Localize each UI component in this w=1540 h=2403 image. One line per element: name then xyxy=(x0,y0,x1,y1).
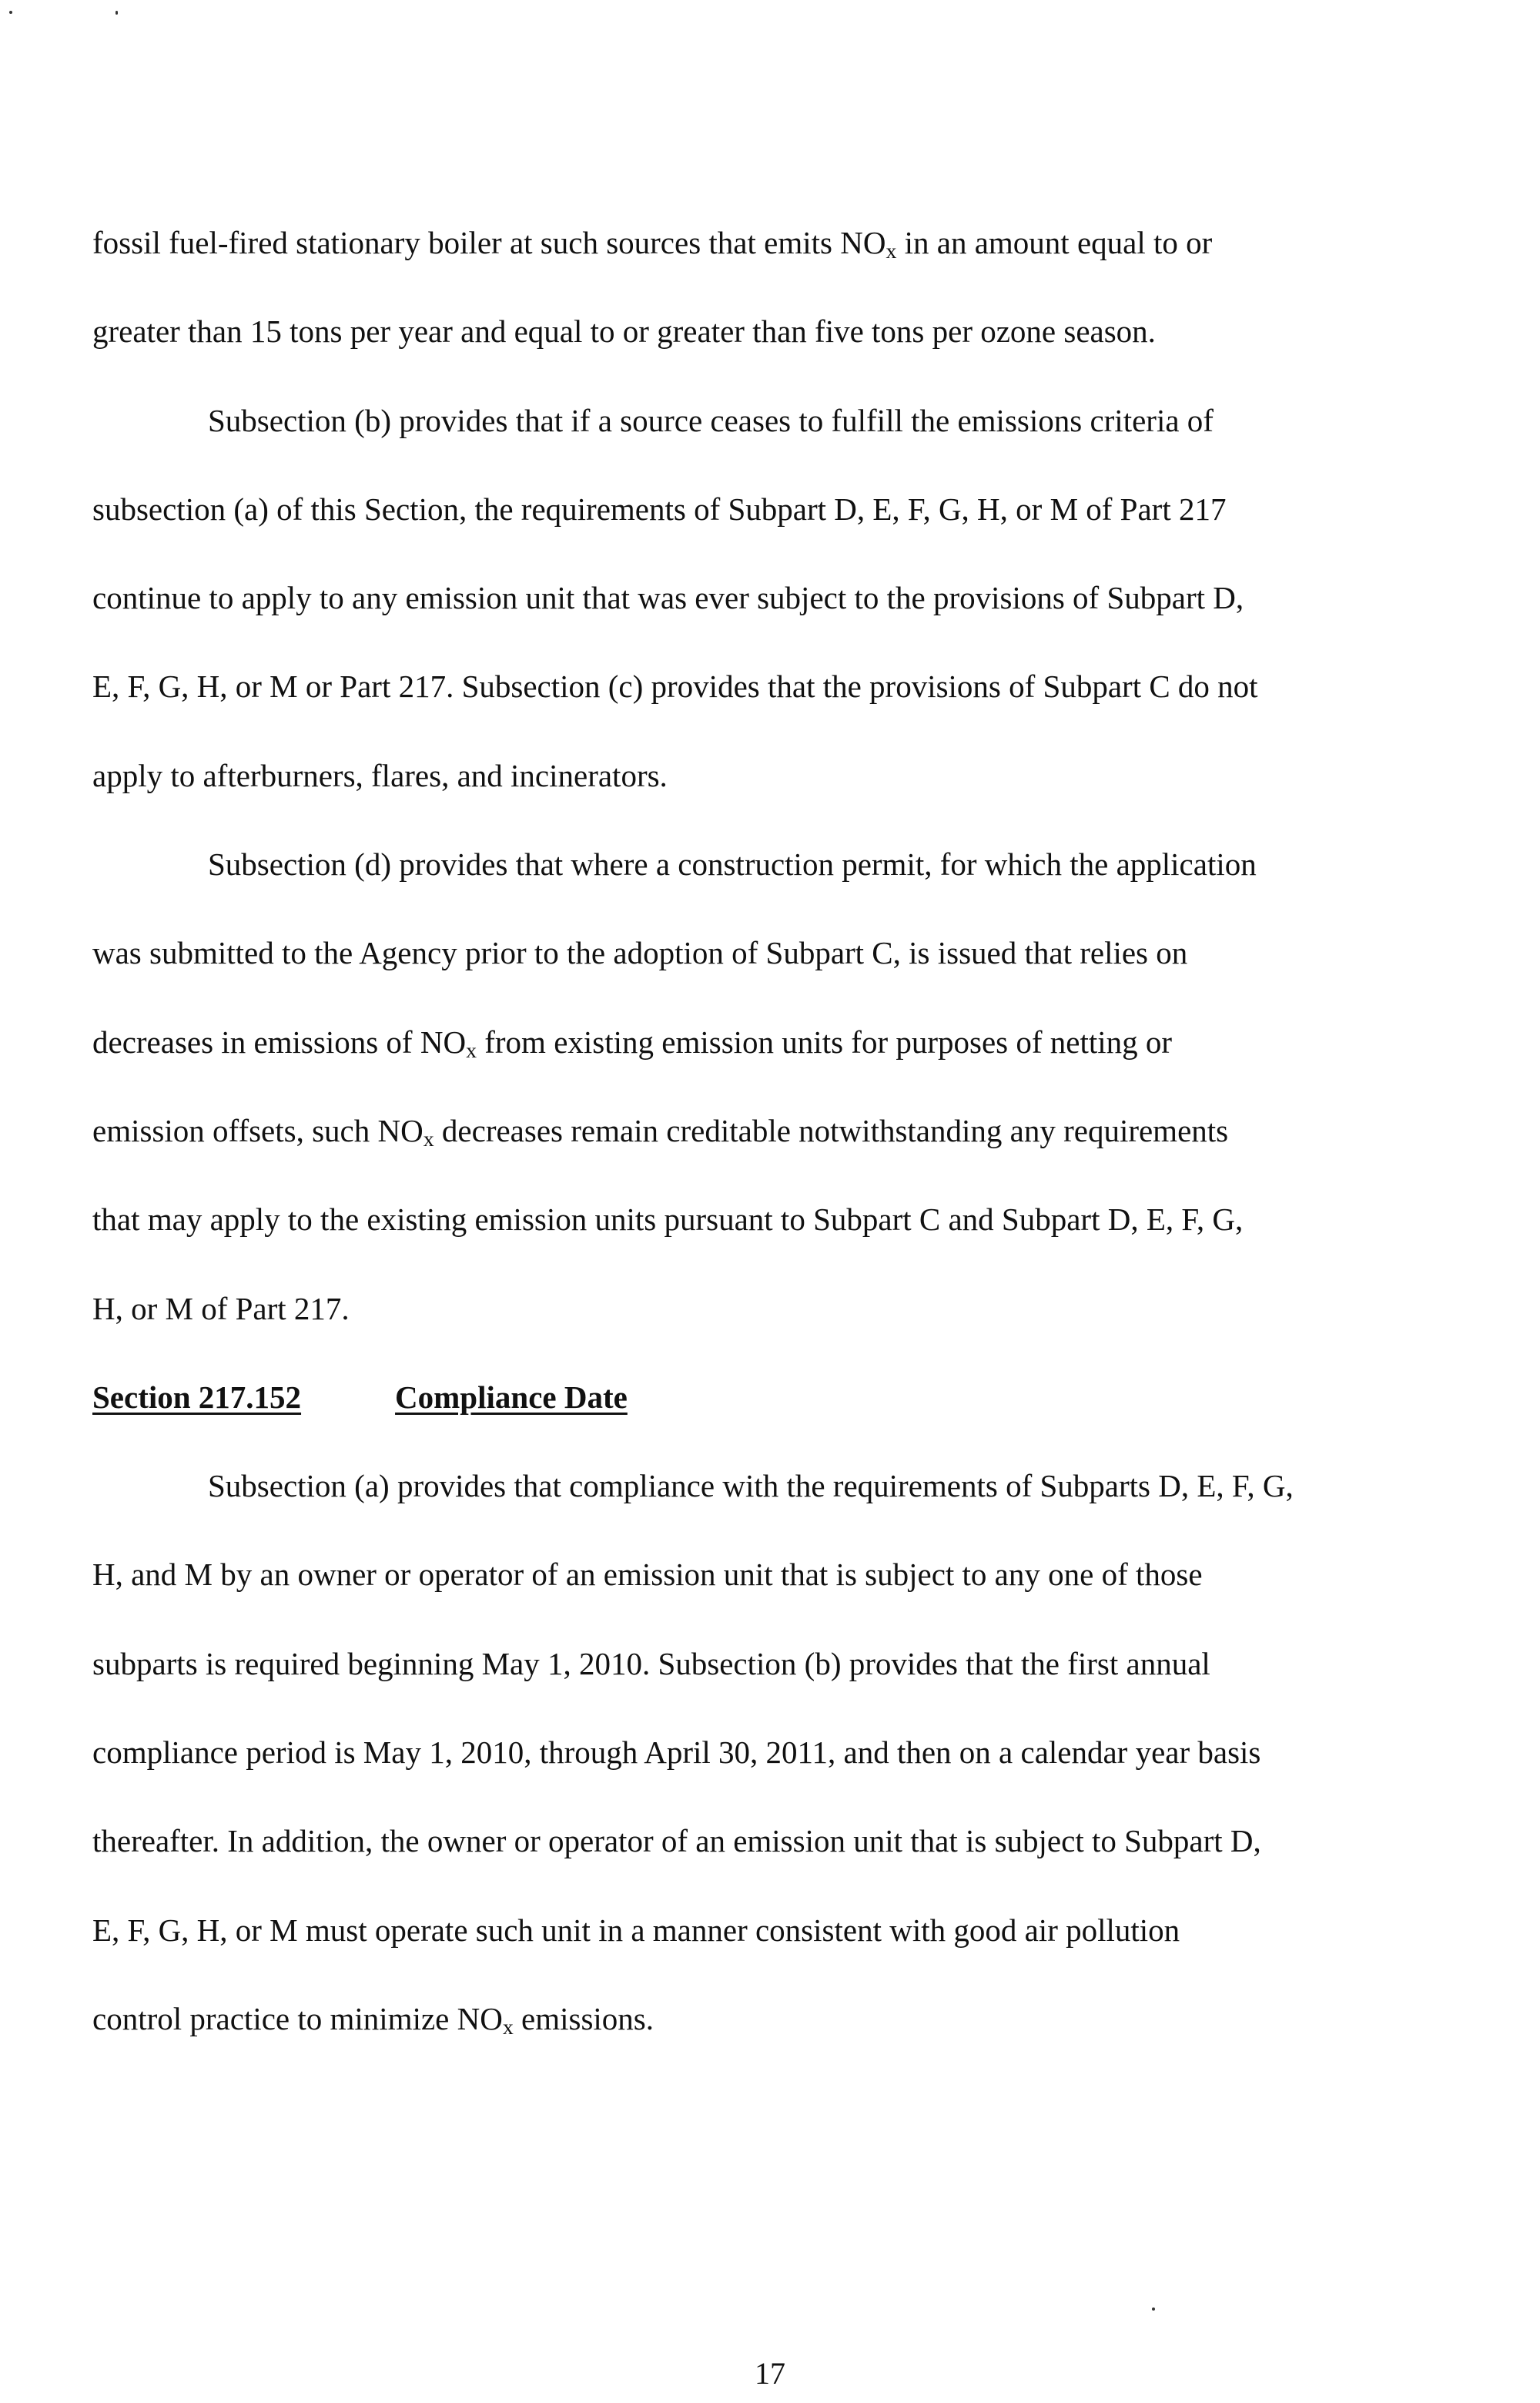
section-paragraphs-group xyxy=(92,1442,1540,2063)
paragraph xyxy=(92,199,1540,377)
text-run: that may apply to the existing emission units pursuant to Subpart C and Subpart D, E, F, G, xyxy=(92,1202,1244,1238)
subscript: x xyxy=(466,1038,477,1063)
section-number: Section 217.152 xyxy=(92,1379,302,1415)
text-line xyxy=(92,998,1540,1087)
text-run: in an amount equal to or xyxy=(896,225,1213,260)
text-run: Subsection (a) provides that compliance with the requirements of Subparts D, E, F, G, xyxy=(208,1468,1294,1504)
subscript: x xyxy=(886,240,897,264)
paragraph xyxy=(92,1442,1540,2063)
text-run: E, F, G, H, or M must operate such unit in a manner consistent with good air pollution xyxy=(92,1912,1180,1948)
text-line xyxy=(92,1442,1540,1530)
text-line xyxy=(92,642,1540,731)
text-line xyxy=(92,1530,1540,1619)
text-run: H, and M by an owner or operator of an emission unit that is subject to any one of those xyxy=(92,1557,1203,1593)
text-run: E, F, G, H, or M or Part 217. Subsection (c) provides that the provisions of Subpart C do not xyxy=(92,669,1258,705)
text-line xyxy=(92,1708,1540,1797)
text-run: compliance period is May 1, 2010, through April 30, 2011, and then on a calendar year basis xyxy=(92,1734,1261,1771)
text-line xyxy=(92,1265,1540,1353)
section-title: Compliance Date xyxy=(395,1379,628,1415)
text-run: apply to afterburners, flares, and incinerators. xyxy=(92,757,668,793)
text-run: was submitted to the Agency prior to the adoption of Subpart C, is issued that relies on xyxy=(92,935,1188,971)
section-heading xyxy=(92,1353,1540,1442)
document-body xyxy=(92,199,1540,2063)
text-run: decreases in emissions of NO xyxy=(92,1024,467,1060)
text-line xyxy=(92,820,1540,909)
text-line xyxy=(92,1087,1540,1175)
text-run: continue to apply to any emission unit that was ever subject to the provisions of Subpart D, xyxy=(92,580,1244,616)
text-run: thereafter. In addition, the owner or operator of an emission unit that is subject to Subpart D, xyxy=(92,1823,1261,1859)
subscript: x xyxy=(423,1128,434,1152)
text-run: emissions. xyxy=(513,2000,654,2036)
text-line xyxy=(92,554,1540,642)
text-line xyxy=(92,1886,1540,1975)
text-line xyxy=(92,199,1540,287)
text-run: H, or M of Part 217. xyxy=(92,1290,350,1326)
text-run: subparts is required beginning May 1, 2010. Subsection (b) provides that the first annual xyxy=(92,1645,1210,1681)
paragraph xyxy=(92,377,1540,820)
text-line xyxy=(92,1797,1540,1885)
text-run: decreases remain creditable notwithstanding any requirements xyxy=(434,1112,1229,1148)
text-line xyxy=(92,1175,1540,1264)
text-line xyxy=(92,732,1540,820)
text-run: subsection (a) of this Section, the requirements of Subpart D, E, F, G, H, or M of Part 217 xyxy=(92,491,1227,527)
scan-speck xyxy=(116,11,118,15)
page-number: 17 xyxy=(755,2356,785,2391)
text-line xyxy=(92,465,1540,554)
text-run: emission offsets, such NO xyxy=(92,1112,424,1148)
text-line xyxy=(92,1620,1540,1708)
text-line xyxy=(92,287,1540,376)
paragraph xyxy=(92,820,1540,1353)
scan-speck xyxy=(1152,2307,1155,2311)
text-line xyxy=(92,1975,1540,2063)
text-run: greater than 15 tons per year and equal to or greater than five tons per ozone season. xyxy=(92,313,1156,350)
subscript: x xyxy=(502,2016,514,2040)
scan-speck xyxy=(9,11,12,14)
text-run: fossil fuel-fired stationary boiler at such sources that emits NO xyxy=(92,225,886,260)
text-run: from existing emission units for purposes of netting or xyxy=(477,1024,1173,1060)
text-run: Subsection (d) provides that where a construction permit, for which the application xyxy=(208,846,1257,883)
text-run: Subsection (b) provides that if a source ceases to fulfill the emissions criteria of xyxy=(208,402,1214,438)
text-line xyxy=(92,909,1540,997)
text-run: control practice to minimize NO xyxy=(92,2000,503,2036)
text-line xyxy=(92,377,1540,465)
paragraphs-group xyxy=(92,199,1540,1353)
